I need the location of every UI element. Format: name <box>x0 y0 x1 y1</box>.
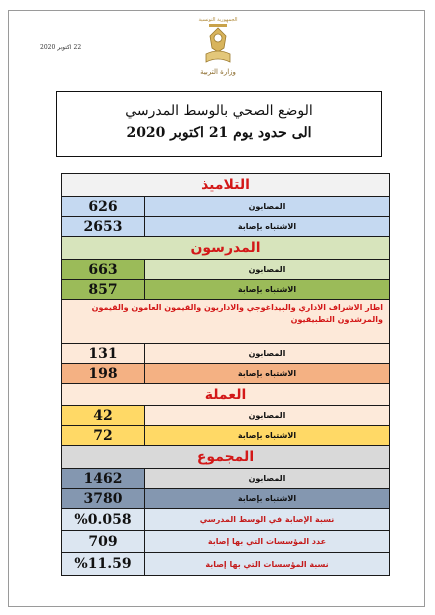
institutions-rate-label: نسبة المؤسسات التي بها إصابة <box>145 553 390 576</box>
document-date: 22 اكتوبر 2020 <box>40 44 82 51</box>
workers-title: العملة <box>62 384 390 406</box>
table-row <box>62 217 390 237</box>
table-row <box>62 509 390 531</box>
title-line-2: الى حدود يوم 21 اكتوبر 2020 <box>126 125 312 141</box>
institutions-rate-value: %11.59 <box>62 553 145 576</box>
health-status-table <box>61 173 390 576</box>
table-row <box>62 531 390 553</box>
total-suspected-label: الاشتباه بإصابة <box>145 489 390 509</box>
logo-ministry-text: وزارة التربية <box>200 68 236 76</box>
staff-infected-label: المصابون <box>145 344 390 364</box>
infected-institutions-value: 709 <box>62 531 145 553</box>
total-infected-value: 1462 <box>62 469 145 489</box>
total-title: المجموع <box>62 446 390 469</box>
teachers-suspected-value: 857 <box>62 280 145 300</box>
staff-suspected-value: 198 <box>62 364 145 384</box>
total-suspected-value: 3780 <box>62 489 145 509</box>
table-row <box>62 469 390 489</box>
total-infected-label: المصابون <box>145 469 390 489</box>
teachers-title: المدرسون <box>62 237 390 260</box>
infected-institutions-label: عدد المؤسسات التي بها إصابة <box>145 531 390 553</box>
table-row <box>62 364 390 384</box>
infection-rate-value: %0.058 <box>62 509 145 531</box>
table-row <box>62 406 390 426</box>
staff-section-row <box>62 300 390 344</box>
table-row <box>62 344 390 364</box>
infection-rate-label: نسبة الإصابة في الوسط المدرسي <box>145 509 390 531</box>
teachers-section-row <box>62 237 390 260</box>
table-row <box>62 197 390 217</box>
table-row <box>62 489 390 509</box>
students-section-row <box>62 174 390 197</box>
staff-infected-value: 131 <box>62 344 145 364</box>
logo-republic-text: الجمهورية التونسية <box>198 17 238 23</box>
table-row <box>62 260 390 280</box>
table-row <box>62 426 390 446</box>
workers-infected-label: المصابون <box>145 406 390 426</box>
students-infected-label: المصابون <box>145 197 390 217</box>
staff-title: اطار الاشراف الاداري والبيداغوجي والاداريون والقيمون العامون والقيمون والمرشدون التطبيقيون <box>62 300 390 344</box>
workers-section-row <box>62 384 390 406</box>
total-section-row <box>62 446 390 469</box>
teachers-suspected-label: الاشتباه بإصابة <box>145 280 390 300</box>
table-row <box>62 280 390 300</box>
students-suspected-label: الاشتباه بإصابة <box>145 217 390 237</box>
workers-suspected-label: الاشتباه بإصابة <box>145 426 390 446</box>
table-row <box>62 553 390 576</box>
title-box <box>56 91 382 157</box>
teachers-infected-label: المصابون <box>145 260 390 280</box>
workers-suspected-value: 72 <box>62 426 145 446</box>
title-line-1: الوضع الصحي بالوسط المدرسي <box>125 103 313 119</box>
students-title: التلاميذ <box>62 174 390 197</box>
students-infected-value: 626 <box>62 197 145 217</box>
workers-infected-value: 42 <box>62 406 145 426</box>
teachers-infected-value: 663 <box>62 260 145 280</box>
staff-suspected-label: الاشتباه بإصابة <box>145 364 390 384</box>
students-suspected-value: 2653 <box>62 217 145 237</box>
ministry-logo <box>198 14 238 84</box>
